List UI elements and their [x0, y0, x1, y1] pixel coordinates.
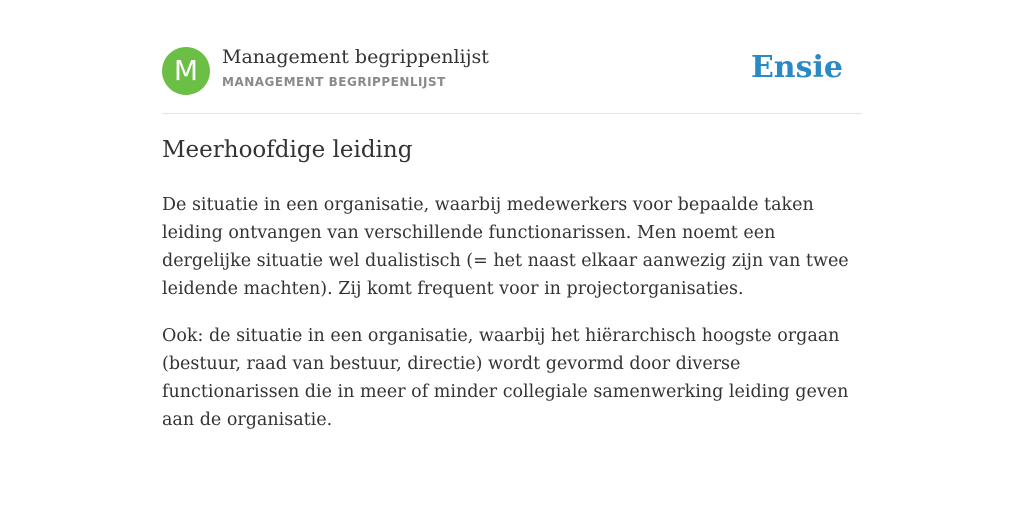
source-header — [162, 46, 862, 96]
header-divider — [162, 113, 862, 114]
source-avatar[interactable]: M — [162, 47, 210, 95]
source-title[interactable]: Management begrippenlijst — [222, 46, 489, 68]
source-subtitle: MANAGEMENT BEGRIPPENLIJST — [222, 75, 446, 89]
definition-body — [162, 191, 862, 453]
definition-paragraph: Ook: de situatie in een organisatie, waarbij het hiërarchisch hoogste orgaan (bestuur, raad van bestuur, directie) wordt gevormd door diverse functionarissen die in meer of minder collegiale samenwerking leiding geven aan de organisatie. — [162, 326, 849, 430]
term-title: Meerhoofdige leiding — [162, 137, 413, 163]
ensie-logo[interactable]: Ensie — [750, 50, 843, 85]
definition-paragraph: De situatie in een organisatie, waarbij medewerkers voor bepaalde taken leiding ontvangen van verschillende functionarissen. Men noemt een dergelijke situatie wel dualistisch (= het naast elkaar aanwezig zijn van twee leidende machten). Zij komt frequent voor in projectorganisaties. — [162, 195, 849, 299]
